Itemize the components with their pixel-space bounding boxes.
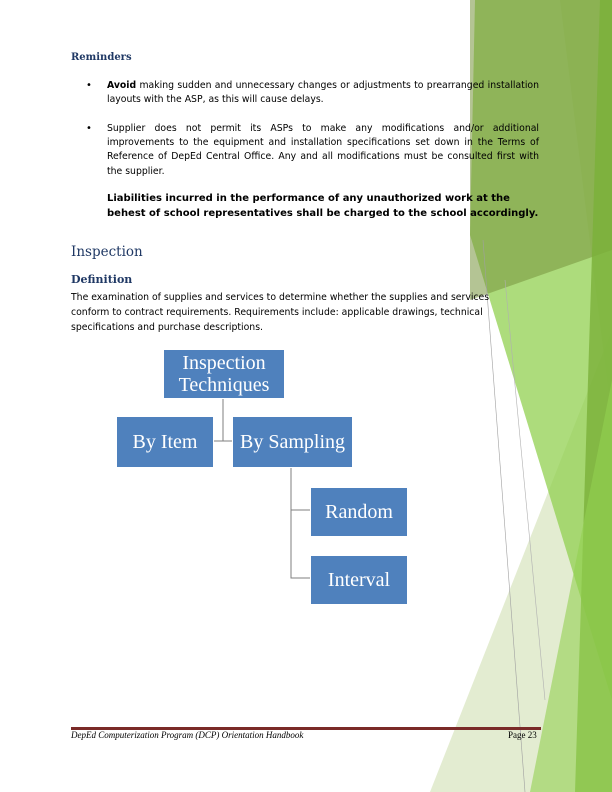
interval-box: Interval	[310, 555, 408, 605]
liabilities-note: Liabilities incurred in the performance of any unauthorized work at the behest of school representatives shall be charged to the school accordingly.	[107, 193, 539, 219]
footer-title: DepEd Computerization Program (DCP) Orientation Handbook	[71, 730, 304, 740]
definition-text: The examination of supplies and services to determine whether the supplies and services conform to contract requirements. Requirements include: applicable drawings, technical specifications and purchase descriptions.	[71, 292, 490, 333]
inspection-heading: Inspection	[71, 244, 143, 260]
bullet-marker: •	[86, 123, 92, 134]
page-number: Page 23	[508, 730, 537, 740]
reminder-lead: Avoid	[107, 80, 137, 91]
bullet-marker: •	[86, 80, 92, 91]
reminders-heading: Reminders	[71, 52, 132, 63]
reminder-item-supplier: Supplier does not permit its ASPs to make any modifications and/or additional improvements to the equipment and installation specifications set down in the Terms of Reference of DepEd Central Office. Any and all modifications must be consulted first with the supplier.	[107, 123, 539, 177]
connector-sampling-interval	[291, 510, 310, 578]
connector-sampling-random	[291, 467, 310, 510]
reminder-text: making sudden and unnecessary changes or adjustments to prearranged installation layouts with the ASP, as this will cause delays.	[107, 80, 539, 106]
random-box: Random	[310, 487, 408, 537]
inspection-techniques-box: Inspection Techniques	[163, 349, 285, 399]
by-sampling-box: By Sampling	[232, 416, 353, 468]
definition-heading: Definition	[71, 273, 133, 286]
by-item-box: By Item	[116, 416, 214, 468]
connector-root-children	[213, 398, 232, 441]
